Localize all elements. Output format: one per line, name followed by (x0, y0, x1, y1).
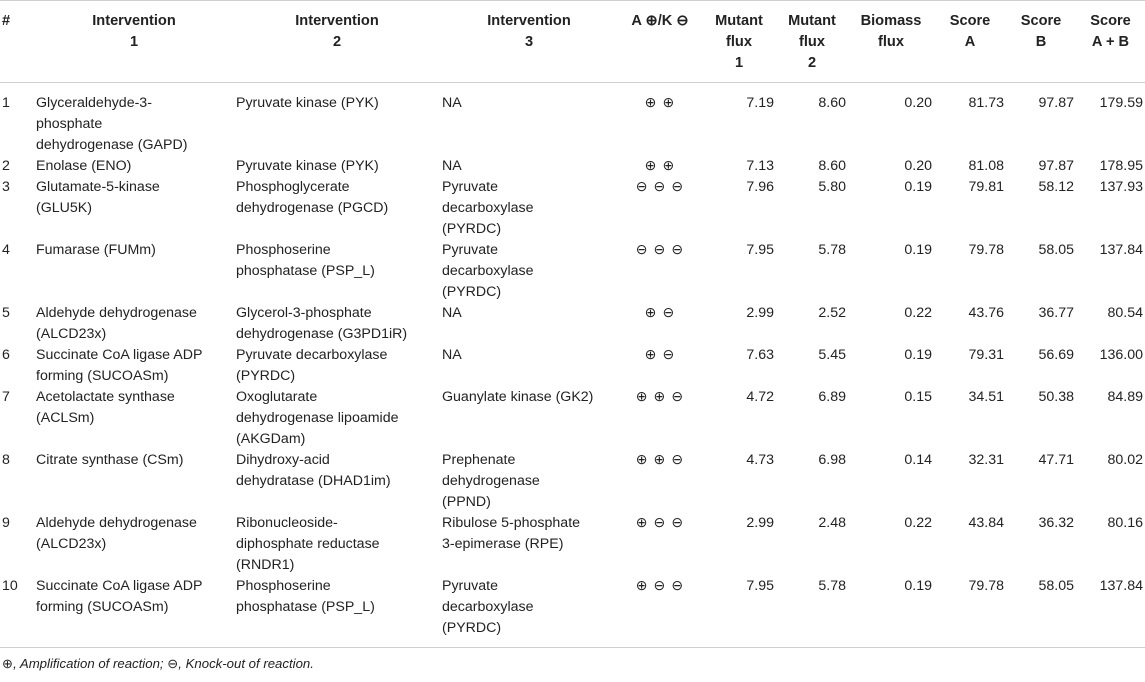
text-line: dehydrogenase (G3PD1iR) (236, 326, 408, 342)
cell-biomass-flux: 0.19 (904, 347, 932, 363)
text-line: dehydrogenase (442, 473, 540, 489)
text-line: Mutant (715, 13, 763, 29)
cell-amplify-knockout: ⊕ ⊕ (644, 95, 676, 111)
text-line: Aldehyde dehydrogenase (36, 305, 197, 321)
cell-mutant-flux-2: 6.89 (818, 389, 846, 405)
cell-amplify-knockout: ⊕ ⊕ ⊖ (635, 452, 685, 468)
cell-intervention-2 (234, 240, 440, 303)
text-line: Aldehyde dehydrogenase (36, 515, 197, 531)
cell-mutant-flux-1: 7.95 (746, 242, 774, 258)
cell-intervention-2 (234, 345, 440, 387)
cell-score-a-plus-b: 84.89 (1107, 389, 1143, 405)
table-row (0, 83, 1145, 157)
cell-intervention-3 (440, 513, 618, 576)
text-line: NA (442, 158, 462, 174)
cell-index: 2 (2, 158, 10, 174)
cell-score-b: 58.12 (1038, 179, 1074, 195)
cell-mutant-flux-1: 7.13 (746, 158, 774, 174)
text-line: (PYRDC) (442, 620, 502, 636)
text-line: Pyruvate kinase (PYK) (236, 158, 379, 174)
cell-intervention-2 (234, 576, 440, 648)
cell-intervention-1 (34, 345, 234, 387)
cell-score-b: 36.32 (1038, 515, 1074, 531)
header-mutant-flux-1 (702, 1, 776, 83)
cell-biomass-flux: 0.19 (904, 179, 932, 195)
cell-score-a-plus-b: 80.16 (1107, 515, 1143, 531)
cell-intervention-3 (440, 303, 618, 345)
text-line: Citrate synthase (CSm) (36, 452, 184, 468)
text-line: phosphatase (PSP_L) (236, 263, 375, 279)
text-line: (ALCD23x) (36, 326, 107, 342)
text-line: forming (SUCOASm) (36, 599, 169, 615)
cell-score-a: 81.73 (968, 95, 1004, 111)
text-line: Pyruvate (442, 578, 498, 594)
text-line: (ACLSm) (36, 410, 95, 426)
cell-intervention-2 (234, 450, 440, 513)
header-mutant-flux-2 (776, 1, 848, 83)
cell-intervention-1 (34, 240, 234, 303)
table-row (0, 513, 1145, 576)
text-line: Pyruvate (442, 179, 498, 195)
text-line: Phosphoserine (236, 578, 331, 594)
cell-mutant-flux-2: 8.60 (818, 95, 846, 111)
text-line: A (964, 34, 976, 50)
cell-index: 5 (2, 305, 10, 321)
text-line: phosphatase (PSP_L) (236, 599, 375, 615)
cell-index: 10 (0, 576, 34, 648)
text-line: NA (442, 347, 462, 363)
text-line: dehydrogenase (PGCD) (236, 200, 389, 216)
text-line: Glycerol-3-phosphate (236, 305, 372, 321)
cell-intervention-2 (234, 303, 440, 345)
text-line: forming (SUCOASm) (36, 368, 169, 384)
cell-biomass-flux: 0.20 (904, 158, 932, 174)
text-line: Intervention (487, 13, 571, 29)
cell-mutant-flux-2: 5.80 (818, 179, 846, 195)
text-line: 1 (734, 55, 744, 71)
cell-biomass-flux: 0.15 (904, 389, 932, 405)
cell-score-a-plus-b: 179.59 (1099, 95, 1143, 111)
cell-amplify-knockout: ⊕ ⊖ (644, 347, 676, 363)
text-line: Ribulose 5-phosphate (442, 515, 581, 531)
text-line: Phosphoserine (236, 242, 331, 258)
table-row (0, 156, 1145, 177)
header-intervention-3 (440, 1, 618, 83)
cell-intervention-1 (34, 513, 234, 576)
header-intervention-1 (34, 1, 234, 83)
text-line: Score (1090, 13, 1131, 29)
cell-mutant-flux-1: 7.19 (746, 95, 774, 111)
cell-mutant-flux-1: 4.72 (746, 389, 774, 405)
cell-intervention-2 (234, 83, 440, 157)
text-line: Phosphoglycerate (236, 179, 350, 195)
cell-score-a: 43.76 (968, 305, 1004, 321)
text-line: Enolase (ENO) (36, 158, 132, 174)
cell-amplify-knockout: ⊕ ⊖ ⊖ (618, 576, 702, 648)
cell-score-a-plus-b: 136.00 (1099, 347, 1143, 363)
cell-intervention-2 (234, 177, 440, 240)
cell-index: 6 (2, 347, 10, 363)
cell-intervention-3 (440, 156, 618, 177)
text-line: diphosphate reductase (236, 536, 380, 552)
text-line: 2 (807, 55, 817, 71)
text-line: Intervention (295, 13, 379, 29)
text-line: Ribonucleoside- (236, 515, 338, 531)
text-line: Pyruvate kinase (PYK) (236, 95, 379, 111)
cell-intervention-3 (440, 576, 618, 648)
text-line: Oxoglutarate (236, 389, 318, 405)
table-row (0, 303, 1145, 345)
text-line: Succinate CoA ligase ADP (36, 347, 203, 363)
cell-index: 4 (2, 242, 10, 258)
text-line: dehydratase (DHAD1im) (236, 473, 391, 489)
text-line: Glutamate-5-kinase (36, 179, 160, 195)
cell-amplify-knockout: ⊖ ⊖ ⊖ (635, 179, 685, 195)
text-line: Fumarase (FUMm) (36, 242, 156, 258)
cell-score-a: 81.08 (968, 158, 1004, 174)
text-line: (PYRDC) (442, 221, 502, 237)
text-line: (PYRDC) (236, 368, 296, 384)
cell-score-a: 32.31 (968, 452, 1004, 468)
cell-intervention-3 (440, 345, 618, 387)
text-line: Score (949, 13, 991, 29)
text-line: (PYRDC) (442, 284, 502, 300)
text-line: (GLU5K) (36, 200, 92, 216)
text-line: NA (442, 95, 462, 111)
cell-mutant-flux-1: 7.95 (702, 576, 776, 648)
table-header (0, 1, 1145, 83)
cell-intervention-1 (34, 450, 234, 513)
cell-intervention-2 (234, 387, 440, 450)
cell-intervention-1 (34, 156, 234, 177)
cell-amplify-knockout: ⊕ ⊖ (644, 305, 676, 321)
header-amplify-knockout: A ⊕/K ⊖ (618, 1, 702, 83)
text-line: 2 (332, 34, 342, 50)
text-line: (ALCD23x) (36, 536, 107, 552)
cell-index: 7 (2, 389, 10, 405)
cell-score-b: 58.05 (1006, 576, 1076, 648)
cell-mutant-flux-2: 5.45 (818, 347, 846, 363)
text-line: flux (878, 34, 904, 50)
cell-mutant-flux-2: 6.98 (818, 452, 846, 468)
text-line: Biomass (860, 13, 922, 29)
text-line: (RNDR1) (236, 557, 295, 573)
cell-index: 8 (2, 452, 10, 468)
header-row (0, 1, 1145, 83)
cell-score-a-plus-b: 80.54 (1107, 305, 1143, 321)
text-line: Intervention (92, 13, 176, 29)
cell-score-b: 47.71 (1038, 452, 1074, 468)
knockout-legend-text: , Knock-out of reaction. (178, 656, 314, 671)
cell-intervention-1 (34, 303, 234, 345)
cell-intervention-3 (440, 387, 618, 450)
cell-biomass-flux: 0.22 (904, 515, 932, 531)
table-row (0, 240, 1145, 303)
text-line: phosphate (36, 116, 103, 132)
cell-biomass-flux: 0.22 (904, 305, 932, 321)
header-score-a (934, 1, 1006, 83)
text-line: Succinate CoA ligase ADP (36, 578, 203, 594)
cell-intervention-3 (440, 177, 618, 240)
cell-mutant-flux-2: 2.52 (818, 305, 846, 321)
table-footnote (0, 648, 1145, 672)
text-line: dehydrogenase (GAPD) (36, 137, 188, 153)
text-line: flux (799, 34, 825, 50)
cell-index: 9 (2, 515, 10, 531)
text-line: Guanylate kinase (GK2) (442, 389, 594, 405)
cell-score-a: 43.84 (968, 515, 1004, 531)
table-row (0, 345, 1145, 387)
header-index: # (0, 1, 34, 83)
cell-intervention-1 (34, 177, 234, 240)
cell-intervention-3 (440, 83, 618, 157)
cell-amplify-knockout: ⊕ ⊖ ⊖ (635, 515, 685, 531)
text-line: decarboxylase (442, 200, 534, 216)
cell-mutant-flux-1: 7.63 (746, 347, 774, 363)
cell-intervention-3 (440, 450, 618, 513)
cell-mutant-flux-1: 4.73 (746, 452, 774, 468)
cell-index: 3 (2, 179, 10, 195)
cell-biomass-flux: 0.14 (904, 452, 932, 468)
header-score-a-plus-b (1076, 1, 1145, 83)
text-line: 3 (524, 34, 534, 50)
cell-mutant-flux-1: 7.96 (746, 179, 774, 195)
cell-amplify-knockout: ⊖ ⊖ ⊖ (635, 242, 685, 258)
text-line: NA (442, 305, 462, 321)
text-line: Acetolactate synthase (36, 389, 175, 405)
cell-score-b: 36.77 (1038, 305, 1074, 321)
table-row (0, 576, 1145, 648)
cell-score-a: 34.51 (968, 389, 1004, 405)
text-line: Mutant (788, 13, 836, 29)
cell-score-b: 97.87 (1038, 95, 1074, 111)
table-body (0, 83, 1145, 648)
text-line: flux (726, 34, 752, 50)
table-row (0, 177, 1145, 240)
amplification-symbol: ⊕ (2, 656, 14, 671)
cell-score-b: 97.87 (1038, 158, 1074, 174)
amplification-legend-text: , Amplification of reaction; (13, 656, 168, 671)
cell-biomass-flux: 0.19 (904, 242, 932, 258)
cell-mutant-flux-1: 2.99 (746, 305, 774, 321)
cell-score-a-plus-b: 178.95 (1099, 158, 1143, 174)
text-line: Pyruvate decarboxylase (236, 347, 388, 363)
table-row (0, 450, 1145, 513)
cell-score-a: 79.31 (968, 347, 1004, 363)
cell-intervention-2 (234, 513, 440, 576)
cell-score-a-plus-b: 80.02 (1107, 452, 1143, 468)
cell-score-a-plus-b: 137.84 (1099, 242, 1143, 258)
text-line: Glyceraldehyde-3- (36, 95, 152, 111)
text-line: dehydrogenase lipoamide (236, 410, 399, 426)
cell-mutant-flux-2: 5.78 (776, 576, 848, 648)
text-line: decarboxylase (442, 263, 534, 279)
cell-mutant-flux-1: 2.99 (746, 515, 774, 531)
text-line: decarboxylase (442, 599, 534, 615)
cell-amplify-knockout: ⊕ ⊕ ⊖ (635, 389, 685, 405)
text-line: 1 (129, 34, 139, 50)
cell-score-a: 79.78 (968, 242, 1004, 258)
cell-intervention-1 (34, 83, 234, 157)
knockout-symbol: ⊖ (167, 656, 179, 671)
cell-amplify-knockout: ⊕ ⊕ (644, 158, 676, 174)
text-line: Prephenate (442, 452, 516, 468)
cell-biomass-flux: 0.20 (904, 95, 932, 111)
text-line: 3-epimerase (RPE) (442, 536, 564, 552)
cell-intervention-1 (34, 387, 234, 450)
cell-mutant-flux-2: 2.48 (818, 515, 846, 531)
text-line: Dihydroxy-acid (236, 452, 330, 468)
text-line: (AKGDam) (236, 431, 306, 447)
cell-intervention-1 (34, 576, 234, 648)
table-row (0, 387, 1145, 450)
header-score-b (1006, 1, 1076, 83)
text-line: Score (1020, 13, 1062, 29)
cell-mutant-flux-2: 5.78 (818, 242, 846, 258)
cell-score-a-plus-b: 137.93 (1099, 179, 1143, 195)
text-line: A + B (1091, 34, 1130, 50)
text-line: B (1035, 34, 1047, 50)
cell-score-b: 58.05 (1038, 242, 1074, 258)
text-line: (PPND) (442, 494, 491, 510)
cell-score-b: 50.38 (1038, 389, 1074, 405)
cell-score-a: 79.78 (934, 576, 1006, 648)
cell-intervention-3 (440, 240, 618, 303)
cell-score-b: 56.69 (1038, 347, 1074, 363)
cell-mutant-flux-2: 8.60 (818, 158, 846, 174)
cell-intervention-2 (234, 156, 440, 177)
cell-score-a: 79.81 (968, 179, 1004, 195)
header-intervention-2 (234, 1, 440, 83)
text-line: Pyruvate (442, 242, 498, 258)
cell-index: 1 (2, 95, 10, 111)
cell-biomass-flux: 0.19 (848, 576, 934, 648)
header-biomass-flux (848, 1, 934, 83)
cell-score-a-plus-b: 137.84 (1076, 576, 1145, 648)
